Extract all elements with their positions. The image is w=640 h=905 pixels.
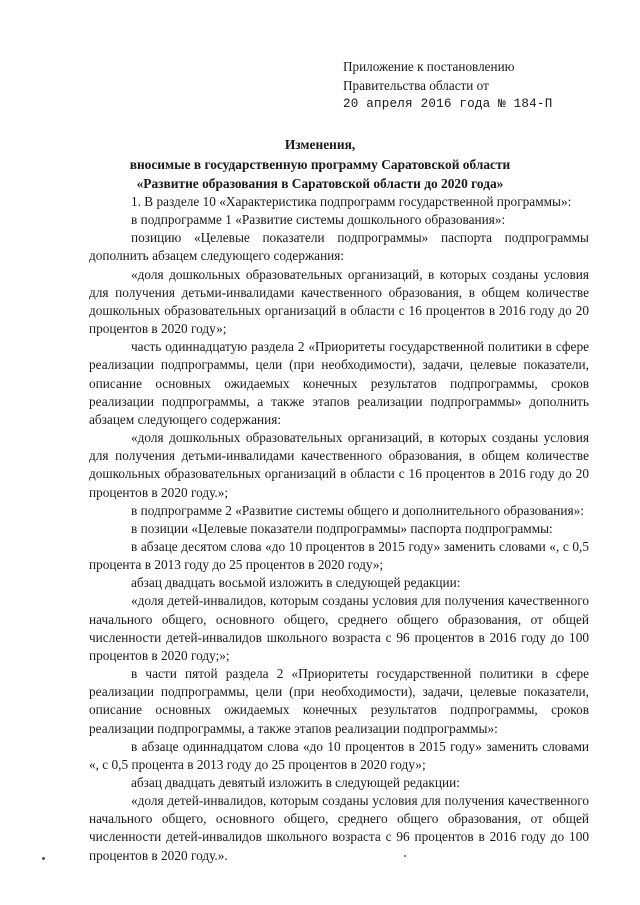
paragraph: «доля детей-инвалидов, которым созданы условия для получения качественного начального общего, основного общего, среднего общего образования, от общей численности детей-инвалидов школьного возраста с 96 процентов в 2016 году до 100 процентов в 2020 году;»; (89, 593, 589, 663)
document-body (89, 193, 589, 865)
title-line-2: вносимые в государственную программу Саратовской области (129, 156, 511, 172)
paragraph: в подпрограмме 2 «Развитие системы общего и дополнительного образования»: (131, 502, 584, 518)
paragraph: 1. В разделе 10 «Характеристика подпрограмм государственной программы»: (131, 194, 572, 209)
title-line-1: Изменения, (284, 137, 356, 152)
scan-speck (42, 857, 45, 860)
paragraph: в абзаце десятом слова «до 10 процентов в 2015 году» заменить словами «, с 0,5 процента в 2013 году до 25 процентов в 2020 году»; (89, 538, 589, 573)
paragraph: в позиции «Целевые показатели подпрограммы» паспорта подпрограммы: (131, 520, 553, 536)
appendix-line-3: 20 апреля 2016 года № 184-П (343, 97, 553, 111)
paragraph: часть одиннадцатую раздела 2 «Приоритеты государственной политики в сфере реализации подпрограммы, цели (при необходимости), задачи, целевые показатели, описание основных ожидаемых конечных результатов подпрограммы, сроков реализации подпрограммы, а также этапов реализации подпрограммы» дополнить абзацем следующего содержания: (89, 339, 589, 427)
document-title (100, 135, 540, 194)
paragraph: в абзаце одиннадцатом слова «до 10 процентов в 2015 году» заменить словами «, с 0,5 процента в 2013 году до 25 процентов в 2020 году»; (89, 738, 589, 772)
paragraph: в подпрограмме 1 «Развитие системы дошкольного образования»: (131, 212, 506, 228)
appendix-note (343, 57, 552, 114)
paragraph: в части пятой раздела 2 «Приоритеты государственной политики в сфере реализации подпрограммы, цели (при необходимости), задачи, целевые показатели, описание основных ожидаемых конечных результатов подпрограммы, сроков реализации подпрограммы, а также этапов реализации подпрограммы»: (89, 666, 589, 736)
scan-speck (404, 855, 406, 857)
paragraph: позицию «Целевые показатели подпрограммы» паспорта подпрограммы дополнить абзацем следующего содержания: (89, 230, 589, 264)
appendix-line-1: Приложение к постановлению (343, 59, 515, 74)
appendix-line-2: Правительства области от (343, 78, 489, 93)
paragraph: «доля дошкольных образовательных организаций, в которых созданы условия для получения детьми-инвалидами качественного образования, в общем количестве дошкольных образовательных организаций в области с 16 процентов в 2016 году до 20 процентов в 2020 году»; (89, 266, 589, 337)
paragraph: «доля дошкольных образовательных организаций, в которых созданы условия для получения детьми-инвалидами качественного образования, в общем количестве дошкольных образовательных организаций в области с 16 процентов в 2016 году до 20 процентов в 2020 году.»; (89, 430, 589, 500)
paragraph: абзац двадцать восьмой изложить в следующей редакции: (131, 575, 461, 591)
paragraph: «доля детей-инвалидов, которым созданы условия для получения качественного начального общего, основного общего, среднего общего образования, от общей численности детей-инвалидов школьного возраста с 96 процентов в 2016 году до 100 процентов в 2020 году.». (89, 793, 589, 863)
title-line-3: «Развитие образования в Саратовской области до 2020 года» (136, 176, 504, 191)
paragraph: абзац двадцать девятый изложить в следующей редакции: (131, 775, 460, 790)
